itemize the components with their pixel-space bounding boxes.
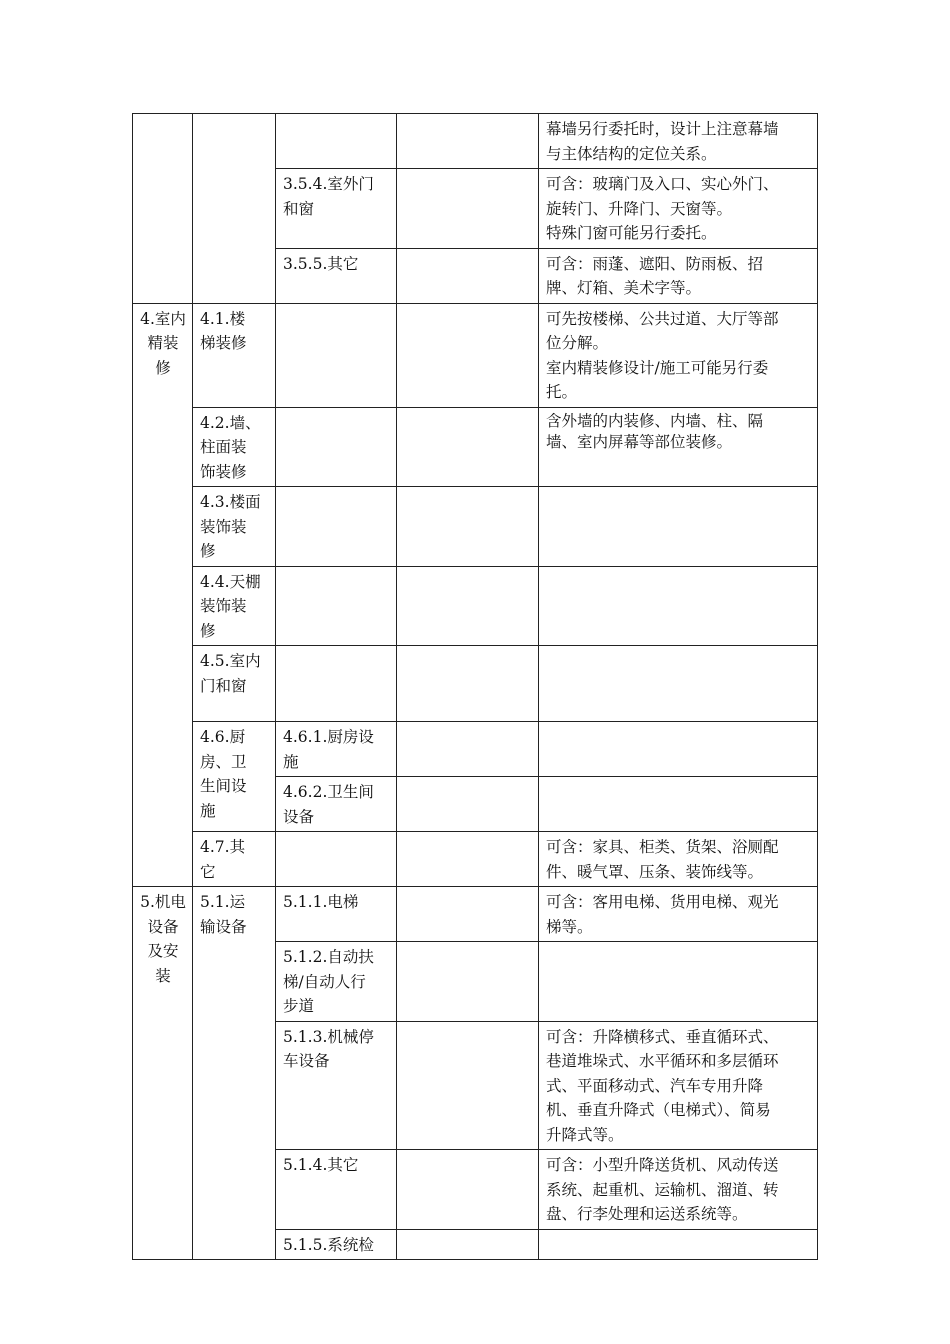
level3-line: 车设备 — [283, 1052, 330, 1070]
empty-cell — [397, 1229, 539, 1260]
level3-cell — [276, 942, 397, 1022]
level3-cell — [276, 722, 397, 777]
level3-line: 梯/自动人行 — [283, 972, 366, 991]
remark-line: 梯等。 — [546, 917, 593, 936]
remark-line: 件、暖气罩、压条、装饰线等。 — [546, 862, 764, 881]
table-row — [133, 114, 818, 169]
empty-cell — [397, 646, 539, 722]
level2-cell — [193, 832, 276, 887]
table-row — [133, 646, 818, 722]
level3-line: 5.1.2.自动扶 — [283, 948, 374, 966]
level2-line: 柱面装 — [200, 438, 247, 456]
level1-line: 4.室内 — [140, 309, 186, 328]
level2-cell — [193, 887, 276, 1260]
level3-line: 5.1.5.系统检 — [283, 1235, 374, 1254]
level3-cell — [276, 169, 397, 249]
level2-line: 房、卫 — [200, 752, 247, 771]
remark-cell — [539, 646, 818, 722]
level3-line: 设备 — [283, 807, 315, 826]
level2-line: 饰装修 — [200, 462, 247, 481]
empty-cell — [397, 303, 539, 407]
level3-line: 4.6.1.厨房设 — [283, 728, 374, 746]
level3-line: 5.1.3.机械停 — [283, 1027, 374, 1046]
remark-cell — [539, 942, 818, 1022]
level2-cell — [193, 407, 276, 487]
level1-cell — [133, 887, 193, 1260]
empty-cell — [397, 777, 539, 832]
level3-cell — [276, 303, 397, 407]
table-row — [133, 487, 818, 567]
level2-line: 输设备 — [200, 917, 247, 936]
level3-cell — [276, 487, 397, 567]
level3-line: 步道 — [283, 997, 315, 1015]
level2-cell — [193, 114, 276, 304]
remark-line: 可含：升降横移式、垂直循环式、 — [546, 1027, 779, 1046]
level2-line: 装饰装 — [200, 517, 247, 536]
empty-cell — [397, 1150, 539, 1230]
level3-line: 3.5.4.室外门 — [283, 175, 374, 193]
remark-cell — [539, 248, 818, 303]
level1-line: 及安 — [147, 942, 179, 960]
remark-cell — [539, 832, 818, 887]
level3-cell — [276, 777, 397, 832]
level1-line: 精装 — [147, 334, 179, 352]
remark-line: 盘、行李处理和运送系统等。 — [546, 1205, 748, 1223]
level3-cell — [276, 1229, 397, 1260]
level3-cell — [276, 566, 397, 646]
level1-line: 装 — [155, 966, 171, 985]
remark-line: 牌、灯箱、美术字等。 — [546, 279, 702, 297]
level1-line: 修 — [155, 358, 171, 377]
remark-line: 可含：客用电梯、货用电梯、观光 — [546, 893, 779, 911]
empty-cell — [397, 566, 539, 646]
level2-line: 4.6.厨 — [200, 728, 246, 746]
remark-cell — [539, 487, 818, 567]
remark-cell — [539, 114, 818, 169]
empty-cell — [397, 407, 539, 487]
level2-cell — [193, 487, 276, 567]
remark-line: 可含：玻璃门及入口、实心外门、 — [546, 175, 779, 193]
empty-cell — [397, 487, 539, 567]
level3-cell — [276, 1150, 397, 1230]
level2-line: 4.4.天棚 — [200, 572, 261, 591]
level2-line: 4.3.楼面 — [200, 493, 261, 511]
remark-cell — [539, 169, 818, 249]
level2-line: 4.2.墙、 — [200, 413, 261, 432]
level1-line: 设备 — [147, 917, 179, 936]
level3-cell — [276, 248, 397, 303]
level2-cell — [193, 722, 276, 832]
table-row — [133, 566, 818, 646]
level2-cell — [193, 566, 276, 646]
empty-cell — [397, 169, 539, 249]
remark-cell — [539, 1021, 818, 1150]
empty-cell — [397, 832, 539, 887]
level3-cell — [276, 887, 397, 942]
remark-line: 可含：雨蓬、遮阳、防雨板、招 — [546, 254, 764, 273]
remark-line: 幕墙另行委托时，设计上注意幕墙 — [546, 120, 779, 138]
remark-line: 旋转门、升降门、天窗等。 — [546, 199, 733, 218]
remark-line: 系统、起重机、运输机、溜道、转 — [546, 1180, 779, 1199]
empty-cell — [397, 248, 539, 303]
level2-line: 4.1.楼 — [200, 309, 246, 328]
table-row — [133, 407, 818, 487]
remark-cell — [539, 722, 818, 777]
empty-cell — [397, 1021, 539, 1150]
level2-line: 施 — [200, 801, 216, 820]
remark-cell — [539, 777, 818, 832]
level3-cell — [276, 646, 397, 722]
remark-line: 托。 — [546, 383, 578, 401]
level2-line: 修 — [200, 621, 216, 640]
remark-line: 可含：小型升降送货机、风动传送 — [546, 1156, 779, 1174]
remark-cell — [539, 566, 818, 646]
level3-line: 和窗 — [283, 199, 315, 218]
remark-line: 式、平面移动式、汽车专用升降 — [546, 1076, 764, 1095]
level1-cell — [133, 303, 193, 887]
level2-line: 修 — [200, 542, 216, 560]
remark-line: 位分解。 — [546, 334, 609, 352]
remark-line: 机、垂直升降式（电梯式）、简易 — [546, 1101, 771, 1119]
remark-line: 巷道堆垛式、水平循环和多层循环 — [546, 1052, 779, 1070]
level2-line: 它 — [200, 862, 216, 881]
level1-cell — [133, 114, 193, 304]
remark-line: 升降式等。 — [546, 1125, 624, 1144]
level3-cell — [276, 1021, 397, 1150]
empty-cell — [397, 114, 539, 169]
table-row — [133, 832, 818, 887]
remark-line: 特殊门窗可能另行委托。 — [546, 224, 717, 242]
work-breakdown-table — [132, 113, 818, 1260]
level2-line: 装饰装 — [200, 597, 247, 615]
level3-line: 3.5.5.其它 — [283, 254, 359, 273]
level3-line: 4.6.2.卫生间 — [283, 783, 374, 801]
remark-cell — [539, 303, 818, 407]
level2-line: 4.7.其 — [200, 838, 246, 856]
level2-cell — [193, 303, 276, 407]
level2-line: 4.5.室内 — [200, 652, 261, 670]
table-row — [133, 722, 818, 777]
remark-line: 可含：家具、柜类、货架、浴厕配 — [546, 838, 779, 856]
level3-line: 5.1.1.电梯 — [283, 893, 359, 911]
level2-line: 生间设 — [200, 777, 247, 795]
level3-cell — [276, 407, 397, 487]
level2-cell — [193, 646, 276, 722]
remark-line: 可先按楼梯、公共过道、大厅等部 — [546, 309, 779, 328]
level1-line: 5.机电 — [140, 893, 186, 911]
remark-cell — [539, 887, 818, 942]
empty-cell — [397, 887, 539, 942]
empty-cell — [397, 722, 539, 777]
remark-line: 墙、室内屏幕等部位装修。 — [546, 432, 733, 451]
level2-line: 梯装修 — [200, 334, 247, 352]
level3-line: 5.1.4.其它 — [283, 1156, 359, 1174]
remark-cell — [539, 1150, 818, 1230]
level3-cell — [276, 832, 397, 887]
level2-line: 门和窗 — [200, 676, 247, 695]
remark-cell — [539, 407, 818, 487]
remark-line: 与主体结构的定位关系。 — [546, 144, 717, 163]
level2-line: 5.1.运 — [200, 893, 246, 911]
remark-line: 含外墙的内装修、内墙、柱、隔 — [546, 411, 764, 430]
level3-cell — [276, 114, 397, 169]
remark-line: 室内精装修设计/施工可能另行委 — [546, 358, 769, 377]
table-row — [133, 887, 818, 942]
empty-cell — [397, 942, 539, 1022]
table-row — [133, 303, 818, 407]
remark-cell — [539, 1229, 818, 1260]
level3-line: 施 — [283, 752, 299, 771]
